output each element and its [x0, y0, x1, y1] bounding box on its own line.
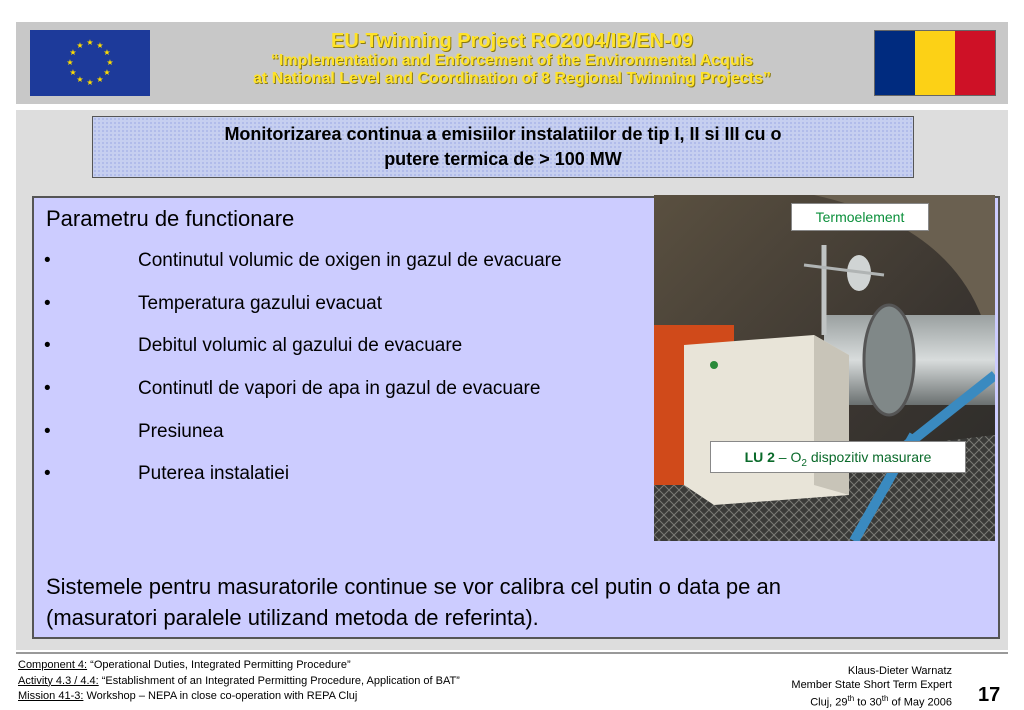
header-title [160, 30, 864, 88]
eu-flag-icon [30, 30, 150, 96]
measurement-device-label: LU $2 - O_2$ dispozitiv masurare [710, 441, 966, 473]
thermocouple-label: Termoelement [791, 203, 929, 231]
flag-stripe-blue [875, 31, 915, 95]
footer-project-info: Component 4: “Operational Duties, Integrated Permitting Procedure” Activity 4.3 / 4.4: “Establishment of an Integrated Permitting Procedure, Application of BAT” Mission 41-3: Workshop – NEPA in close co-operation with REPA Cluj [18, 659, 460, 702]
svg-text:★: ★ [106, 58, 114, 67]
svg-text:★: ★ [86, 78, 94, 87]
svg-text:★: ★ [103, 48, 111, 57]
svg-text:★: ★ [76, 75, 84, 84]
bullet-icon: • [44, 292, 51, 314]
bullet-icon: • [44, 420, 51, 442]
svg-text:★: ★ [76, 41, 84, 50]
event-date: Cluj, 29th to 30th of May 2006 [810, 694, 952, 709]
svg-text:★: ★ [96, 75, 104, 84]
svg-text:★: ★ [66, 58, 74, 67]
svg-text:★: ★ [69, 48, 77, 57]
author-role: Member State Short Term Expert [791, 679, 952, 691]
bullet-icon: • [44, 250, 51, 271]
bullet-icon: • [44, 463, 51, 485]
author-name: Klaus-Dieter Warnatz [847, 665, 952, 677]
project-title: EU-Twinning Project RO2004/IB/EN-09 [331, 30, 693, 52]
project-subtitle-line2: at National Level and Coordination of 8 Regional Twinning Projects” [253, 70, 771, 87]
slide-subtitle-line1: Monitorizarea continua a emisiilor instalatiilor de tip I, II si III cu o [224, 124, 782, 144]
flag-stripe-red [955, 31, 995, 95]
slide-subtitle-box [92, 116, 914, 178]
parameters-heading: Parametru de functionare [46, 206, 295, 231]
svg-text:★: ★ [96, 41, 104, 50]
slide-subtitle-line2: putere termica de > 100 MW [384, 149, 622, 169]
svg-text:★: ★ [86, 38, 94, 47]
flag-stripe-yellow [915, 31, 955, 95]
calibration-statement: Sistemele pentru masuratorile continue se vor calibra cel putin o data pe an (masuratori paralele utilizand metoda de referinta). [46, 574, 781, 630]
romania-flag-icon [874, 30, 996, 96]
footer-divider [16, 652, 1008, 654]
bullet-icon: • [44, 378, 51, 400]
svg-text:★: ★ [69, 68, 77, 77]
bullet-icon: • [44, 335, 51, 357]
page-number: 17 [978, 684, 1001, 706]
footer-author-info [791, 664, 952, 710]
svg-text:★: ★ [103, 68, 111, 77]
measurement-device-photo [654, 195, 995, 541]
project-subtitle-line1: “Implementation and Enforcement of the Environmental Acquis [270, 52, 754, 69]
